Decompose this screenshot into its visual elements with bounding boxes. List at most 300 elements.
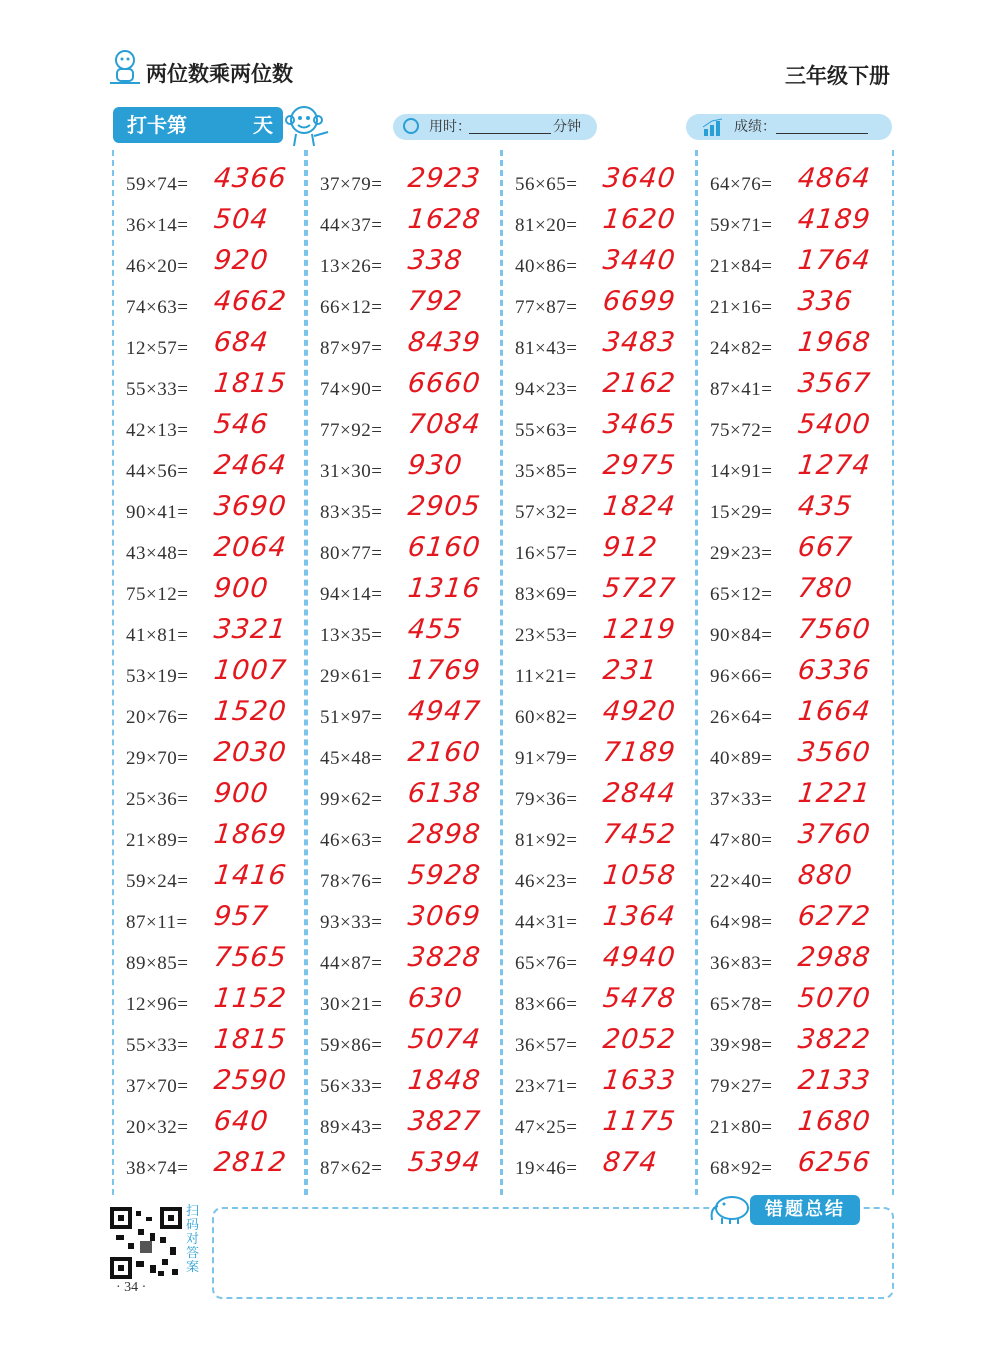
- problem-row: [308, 857, 498, 898]
- handwritten-answer: 1869: [212, 819, 289, 850]
- problem-row: [308, 980, 498, 1021]
- handwritten-answer: 6699: [601, 286, 678, 317]
- problem-row: [698, 447, 888, 488]
- problem-row: [114, 611, 304, 652]
- problem-row: [308, 693, 498, 734]
- handwritten-answer: 920: [212, 245, 271, 276]
- problem-question: 13×26=: [320, 256, 383, 277]
- problem-row: [503, 406, 693, 447]
- day-suffix: 天: [253, 113, 273, 137]
- handwritten-answer: 3465: [601, 409, 678, 440]
- problem-row: [503, 160, 693, 201]
- problem-row: [503, 939, 693, 980]
- problem-question: 57×32=: [515, 502, 578, 523]
- problem-question: 90×84=: [710, 625, 773, 646]
- problem-question: 81×92=: [515, 830, 578, 851]
- problem-question: 20×76=: [126, 707, 189, 728]
- problem-question: 87×97=: [320, 338, 383, 359]
- problem-column-3: [501, 150, 697, 1195]
- handwritten-answer: 4662: [212, 286, 289, 317]
- problem-question: 81×43=: [515, 338, 578, 359]
- problem-question: 75×12=: [126, 584, 189, 605]
- problem-question: 43×48=: [126, 543, 189, 564]
- problem-row: [698, 242, 888, 283]
- problem-row: [503, 1144, 693, 1185]
- problem-question: 35×85=: [515, 461, 578, 482]
- problem-question: 75×72=: [710, 420, 773, 441]
- problem-question: 20×32=: [126, 1117, 189, 1138]
- problem-question: 68×92=: [710, 1158, 773, 1179]
- problem-question: 65×12=: [710, 584, 773, 605]
- problem-question: 21×89=: [126, 830, 189, 851]
- problem-row: [698, 488, 888, 529]
- handwritten-answer: 1664: [796, 696, 873, 727]
- handwritten-answer: 1520: [212, 696, 289, 727]
- handwritten-answer: 1219: [601, 614, 678, 645]
- problem-row: [308, 488, 498, 529]
- handwritten-answer: 900: [212, 778, 271, 809]
- problem-question: 77×87=: [515, 297, 578, 318]
- handwritten-answer: 880: [796, 860, 855, 891]
- time-label: 用时：: [429, 119, 471, 135]
- problem-question: 41×81=: [126, 625, 189, 646]
- handwritten-answer: 1815: [212, 368, 289, 399]
- problem-question: 77×92=: [320, 420, 383, 441]
- problem-row: [114, 693, 304, 734]
- problem-question: 93×33=: [320, 912, 383, 933]
- problem-question: 55×63=: [515, 420, 578, 441]
- problem-question: 14×91=: [710, 461, 773, 482]
- handwritten-answer: 2975: [601, 450, 678, 481]
- handwritten-answer: 792: [406, 286, 465, 317]
- handwritten-answer: 2812: [212, 1147, 289, 1178]
- problem-row: [503, 447, 693, 488]
- problem-row: [308, 447, 498, 488]
- problem-question: 36×83=: [710, 953, 773, 974]
- problem-question: 74×90=: [320, 379, 383, 400]
- problem-row: [308, 734, 498, 775]
- problem-question: 29×61=: [320, 666, 383, 687]
- handwritten-answer: 3567: [796, 368, 873, 399]
- problem-question: 30×21=: [320, 994, 383, 1015]
- problem-question: 83×66=: [515, 994, 578, 1015]
- problem-row: [308, 570, 498, 611]
- problem-question: 46×20=: [126, 256, 189, 277]
- problem-question: 29×23=: [710, 543, 773, 564]
- handwritten-answer: 5928: [406, 860, 483, 891]
- problem-question: 21×84=: [710, 256, 773, 277]
- problem-row: [698, 529, 888, 570]
- handwritten-answer: 336: [796, 286, 855, 317]
- problem-question: 51×97=: [320, 707, 383, 728]
- problem-row: [698, 611, 888, 652]
- problem-row: [503, 611, 693, 652]
- problem-question: 44×87=: [320, 953, 383, 974]
- handwritten-answer: 3321: [212, 614, 289, 645]
- problem-question: 89×43=: [320, 1117, 383, 1138]
- problem-row: [698, 406, 888, 447]
- problem-column-1: [112, 150, 306, 1195]
- problem-row: [114, 980, 304, 1021]
- handwritten-answer: 3483: [601, 327, 678, 358]
- problem-row: [698, 283, 888, 324]
- problem-question: 15×29=: [710, 502, 773, 523]
- problem-question: 89×85=: [126, 953, 189, 974]
- problem-row: [503, 488, 693, 529]
- problem-row: [503, 1103, 693, 1144]
- problem-row: [503, 365, 693, 406]
- problem-row: [503, 283, 693, 324]
- handwritten-answer: 1221: [796, 778, 873, 809]
- handwritten-answer: 455: [406, 614, 465, 645]
- problem-question: 74×63=: [126, 297, 189, 318]
- problem-row: [114, 488, 304, 529]
- problem-question: 26×64=: [710, 707, 773, 728]
- handwritten-answer: 2064: [212, 532, 289, 563]
- handwritten-answer: 3760: [796, 819, 873, 850]
- problem-row: [308, 1144, 498, 1185]
- problem-question: 55×33=: [126, 1035, 189, 1056]
- handwritten-answer: 2030: [212, 737, 289, 768]
- problem-row: [698, 1021, 888, 1062]
- problem-question: 78×76=: [320, 871, 383, 892]
- problem-question: 59×74=: [126, 174, 189, 195]
- problem-question: 38×74=: [126, 1158, 189, 1179]
- handwritten-answer: 957: [212, 901, 271, 932]
- problem-row: [114, 283, 304, 324]
- handwritten-answer: 504: [212, 204, 271, 235]
- problem-row: [503, 734, 693, 775]
- problem-row: [114, 857, 304, 898]
- handwritten-answer: 5400: [796, 409, 873, 440]
- problem-row: [503, 201, 693, 242]
- problem-question: 60×82=: [515, 707, 578, 728]
- handwritten-answer: 6256: [796, 1147, 873, 1178]
- problem-question: 53×19=: [126, 666, 189, 687]
- handwritten-answer: 4947: [406, 696, 483, 727]
- problem-question: 80×77=: [320, 543, 383, 564]
- problem-row: [698, 365, 888, 406]
- problem-question: 79×36=: [515, 789, 578, 810]
- handwritten-answer: 7565: [212, 942, 289, 973]
- problem-row: [503, 775, 693, 816]
- mistake-summary-label: 错题总结: [750, 1195, 860, 1225]
- handwritten-answer: 1316: [406, 573, 483, 604]
- problem-row: [308, 611, 498, 652]
- problem-row: [698, 898, 888, 939]
- elephant-icon: [706, 1190, 752, 1226]
- problem-row: [114, 529, 304, 570]
- handwritten-answer: 4366: [212, 163, 289, 194]
- handwritten-answer: 3440: [601, 245, 678, 276]
- problem-row: [114, 1144, 304, 1185]
- problem-question: 44×56=: [126, 461, 189, 482]
- problem-question: 96×66=: [710, 666, 773, 687]
- handwritten-answer: 667: [796, 532, 855, 563]
- handwritten-answer: 3827: [406, 1106, 483, 1137]
- problem-row: [503, 693, 693, 734]
- problem-question: 47×80=: [710, 830, 773, 851]
- problem-question: 37×79=: [320, 174, 383, 195]
- handwritten-answer: 5394: [406, 1147, 483, 1178]
- problem-row: [698, 1062, 888, 1103]
- handwritten-answer: 1620: [601, 204, 678, 235]
- problem-question: 45×48=: [320, 748, 383, 769]
- problem-question: 83×69=: [515, 584, 578, 605]
- problem-question: 64×76=: [710, 174, 773, 195]
- problem-column-4: [696, 150, 894, 1195]
- handwritten-answer: 640: [212, 1106, 271, 1137]
- problem-question: 21×16=: [710, 297, 773, 318]
- problem-question: 81×20=: [515, 215, 578, 236]
- handwritten-answer: 3560: [796, 737, 873, 768]
- score-field: [686, 114, 892, 140]
- alarm-clock-icon: [403, 118, 419, 134]
- handwritten-answer: 3690: [212, 491, 289, 522]
- handwritten-answer: 1175: [601, 1106, 678, 1137]
- problem-row: [698, 939, 888, 980]
- handwritten-answer: 3822: [796, 1024, 873, 1055]
- problem-row: [698, 816, 888, 857]
- problem-question: 65×76=: [515, 953, 578, 974]
- problem-question: 83×35=: [320, 502, 383, 523]
- problem-row: [698, 1144, 888, 1185]
- handwritten-answer: 5070: [796, 983, 873, 1014]
- problem-row: [698, 652, 888, 693]
- handwritten-answer: 630: [406, 983, 465, 1014]
- problem-row: [698, 324, 888, 365]
- handwritten-answer: 874: [601, 1147, 660, 1178]
- qr-code-icon: [110, 1207, 182, 1279]
- problem-row: [503, 1062, 693, 1103]
- problem-row: [698, 201, 888, 242]
- handwritten-answer: 1815: [212, 1024, 289, 1055]
- problem-question: 19×46=: [515, 1158, 578, 1179]
- handwritten-answer: 2464: [212, 450, 289, 481]
- handwritten-answer: 7084: [406, 409, 483, 440]
- problem-question: 11×21=: [515, 666, 577, 687]
- problem-row: [308, 529, 498, 570]
- problem-question: 21×80=: [710, 1117, 773, 1138]
- problem-row: [698, 775, 888, 816]
- time-used-field: [393, 114, 597, 140]
- problem-question: 36×57=: [515, 1035, 578, 1056]
- problem-row: [503, 529, 693, 570]
- problem-question: 12×96=: [126, 994, 189, 1015]
- problem-question: 12×57=: [126, 338, 189, 359]
- problem-question: 56×65=: [515, 174, 578, 195]
- problem-question: 87×62=: [320, 1158, 383, 1179]
- problem-row: [114, 201, 304, 242]
- problem-row: [308, 652, 498, 693]
- problem-row: [114, 242, 304, 283]
- problem-row: [114, 447, 304, 488]
- monkey-mascot-icon: [282, 100, 332, 150]
- scan-for-answers-label: 扫码对答案: [186, 1204, 200, 1275]
- handwritten-answer: 6336: [796, 655, 873, 686]
- problem-question: 13×35=: [320, 625, 383, 646]
- handwritten-answer: 2160: [406, 737, 483, 768]
- time-unit: 分钟: [553, 119, 581, 135]
- problem-question: 91×79=: [515, 748, 578, 769]
- problem-question: 65×78=: [710, 994, 773, 1015]
- handwritten-answer: 7560: [796, 614, 873, 645]
- problem-question: 59×71=: [710, 215, 773, 236]
- problem-row: [503, 324, 693, 365]
- problem-question: 42×13=: [126, 420, 189, 441]
- problem-row: [308, 1103, 498, 1144]
- handwritten-answer: 6160: [406, 532, 483, 563]
- handwritten-answer: 4920: [601, 696, 678, 727]
- problem-question: 23×71=: [515, 1076, 578, 1097]
- problem-row: [114, 939, 304, 980]
- handwritten-answer: 6138: [406, 778, 483, 809]
- problem-question: 87×11=: [126, 912, 188, 933]
- problem-question: 44×31=: [515, 912, 578, 933]
- handwritten-answer: 7189: [601, 737, 678, 768]
- bar-chart-icon: [702, 118, 724, 136]
- problem-question: 87×41=: [710, 379, 773, 400]
- problem-question: 23×53=: [515, 625, 578, 646]
- score-label: 成绩：: [734, 119, 776, 135]
- problem-question: 59×86=: [320, 1035, 383, 1056]
- handwritten-answer: 1274: [796, 450, 873, 481]
- handwritten-answer: 3069: [406, 901, 483, 932]
- handwritten-answer: 4940: [601, 942, 678, 973]
- handwritten-answer: 2988: [796, 942, 873, 973]
- problem-question: 64×98=: [710, 912, 773, 933]
- handwritten-answer: 1007: [212, 655, 289, 686]
- problem-row: [114, 734, 304, 775]
- problem-question: 47×25=: [515, 1117, 578, 1138]
- handwritten-answer: 1764: [796, 245, 873, 276]
- problem-question: 31×30=: [320, 461, 383, 482]
- problem-row: [503, 980, 693, 1021]
- handwritten-answer: 1824: [601, 491, 678, 522]
- problem-row: [308, 242, 498, 283]
- problem-question: 25×36=: [126, 789, 189, 810]
- handwritten-answer: 5727: [601, 573, 678, 604]
- problem-row: [503, 898, 693, 939]
- handwritten-answer: 4864: [796, 163, 873, 194]
- handwritten-answer: 2923: [406, 163, 483, 194]
- problem-row: [308, 1021, 498, 1062]
- problem-row: [114, 816, 304, 857]
- problem-question: 22×40=: [710, 871, 773, 892]
- handwritten-answer: 1848: [406, 1065, 483, 1096]
- handwritten-answer: 4189: [796, 204, 873, 235]
- handwritten-answer: 900: [212, 573, 271, 604]
- handwritten-answer: 2898: [406, 819, 483, 850]
- handwritten-answer: 2905: [406, 491, 483, 522]
- problem-question: 40×86=: [515, 256, 578, 277]
- problem-question: 79×27=: [710, 1076, 773, 1097]
- handwritten-answer: 1152: [212, 983, 289, 1014]
- handwritten-answer: 435: [796, 491, 855, 522]
- problem-question: 44×37=: [320, 215, 383, 236]
- problem-row: [308, 406, 498, 447]
- problem-question: 16×57=: [515, 543, 578, 564]
- handwritten-answer: 1628: [406, 204, 483, 235]
- handwritten-answer: 1633: [601, 1065, 678, 1096]
- handwritten-answer: 1769: [406, 655, 483, 686]
- problem-row: [698, 160, 888, 201]
- problem-row: [503, 857, 693, 898]
- problem-row: [308, 816, 498, 857]
- page-number: · 34 ·: [116, 1280, 147, 1295]
- problem-row: [114, 1062, 304, 1103]
- problem-question: 39×98=: [710, 1035, 773, 1056]
- problem-question: 37×33=: [710, 789, 773, 810]
- problem-question: 90×41=: [126, 502, 189, 523]
- handwritten-answer: 684: [212, 327, 271, 358]
- handwritten-answer: 1058: [601, 860, 678, 891]
- problem-row: [698, 857, 888, 898]
- handwritten-answer: 3640: [601, 163, 678, 194]
- day-checkin-box: [113, 107, 283, 143]
- problem-row: [503, 242, 693, 283]
- problem-row: [698, 1103, 888, 1144]
- day-prefix: 打卡第: [127, 113, 187, 137]
- problem-row: [698, 693, 888, 734]
- score-blank[interactable]: [776, 119, 868, 134]
- handwritten-answer: 930: [406, 450, 465, 481]
- problem-question: 46×23=: [515, 871, 578, 892]
- handwritten-answer: 6272: [796, 901, 873, 932]
- handwritten-answer: 2133: [796, 1065, 873, 1096]
- problem-question: 94×14=: [320, 584, 383, 605]
- problem-column-2: [306, 150, 502, 1195]
- problem-row: [114, 160, 304, 201]
- handwritten-answer: 2590: [212, 1065, 289, 1096]
- problem-row: [308, 1062, 498, 1103]
- problem-row: [114, 652, 304, 693]
- problem-row: [114, 570, 304, 611]
- problem-question: 66×12=: [320, 297, 383, 318]
- handwritten-answer: 2052: [601, 1024, 678, 1055]
- problem-row: [308, 365, 498, 406]
- problem-question: 36×14=: [126, 215, 189, 236]
- handwritten-answer: 3828: [406, 942, 483, 973]
- problem-row: [503, 652, 693, 693]
- handwritten-answer: 8439: [406, 327, 483, 358]
- problem-row: [114, 406, 304, 447]
- mascot-logo-icon: [108, 48, 142, 86]
- problem-question: 59×24=: [126, 871, 189, 892]
- handwritten-answer: 231: [601, 655, 660, 686]
- problem-row: [503, 1021, 693, 1062]
- handwritten-answer: 6660: [406, 368, 483, 399]
- problem-row: [308, 324, 498, 365]
- problem-row: [114, 775, 304, 816]
- problem-row: [698, 570, 888, 611]
- problem-row: [698, 980, 888, 1021]
- problem-row: [114, 898, 304, 939]
- problem-row: [698, 734, 888, 775]
- problem-question: 37×70=: [126, 1076, 189, 1097]
- handwritten-answer: 780: [796, 573, 855, 604]
- problem-question: 40×89=: [710, 748, 773, 769]
- worksheet-title: 两位数乘两位数: [146, 62, 293, 86]
- problem-row: [503, 570, 693, 611]
- handwritten-answer: 2162: [601, 368, 678, 399]
- handwritten-answer: 338: [406, 245, 465, 276]
- problem-question: 99×62=: [320, 789, 383, 810]
- problem-row: [308, 160, 498, 201]
- time-blank[interactable]: [469, 119, 551, 134]
- handwritten-answer: 1968: [796, 327, 873, 358]
- handwritten-answer: 5478: [601, 983, 678, 1014]
